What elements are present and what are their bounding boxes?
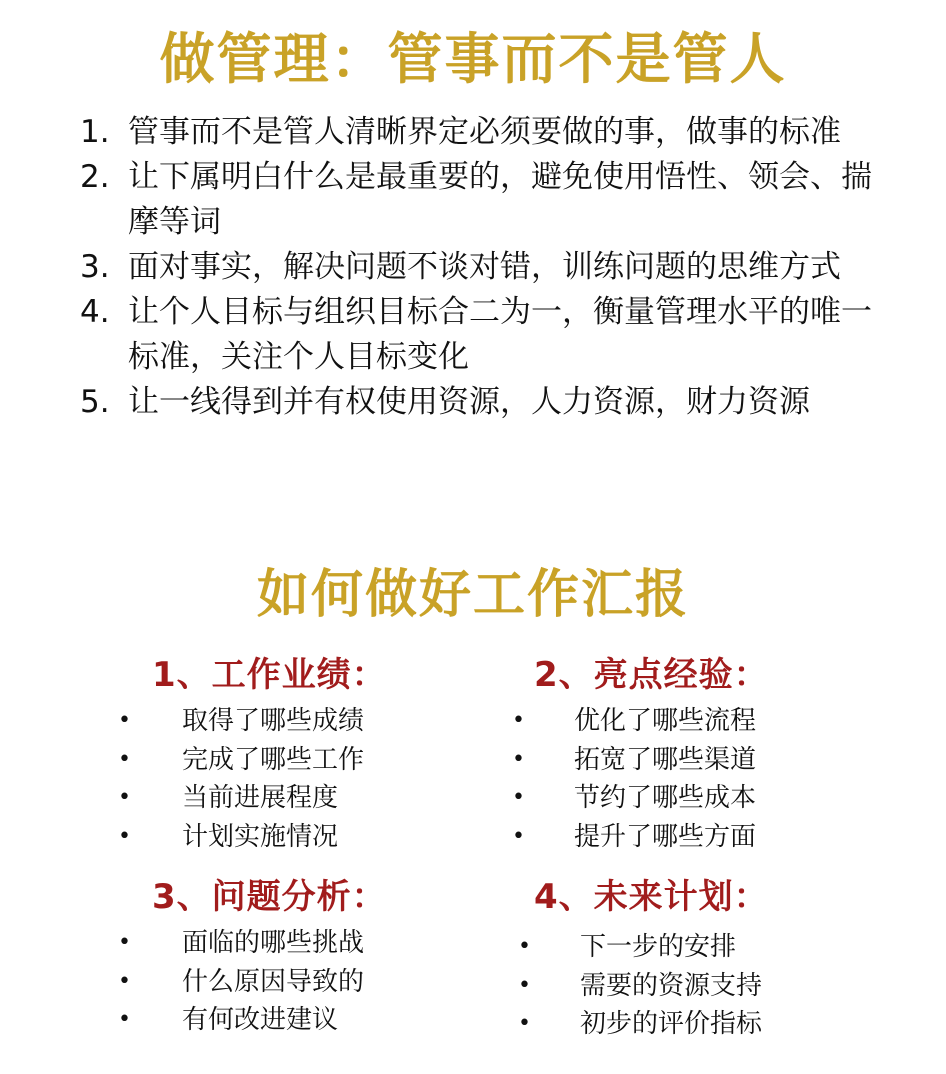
section-heading: 1、工作业绩：: [152, 655, 387, 695]
list-item-text: 节约了哪些成本: [574, 783, 757, 813]
list-item-text: 面临的哪些挑战: [182, 928, 365, 958]
list-item: [518, 1005, 898, 1044]
bullet-icon: •: [518, 972, 531, 998]
bullet-list: [518, 928, 898, 1044]
principles-list: [80, 110, 900, 425]
page-title: 做管理：管事而不是管人: [159, 27, 787, 91]
section-heading: 2、亮点经验：: [534, 655, 769, 695]
bullet-icon: •: [518, 1011, 531, 1036]
bullet-icon: •: [118, 968, 131, 994]
principle-item: [80, 380, 900, 425]
bullet-icon: •: [512, 708, 525, 733]
bullet-icon: •: [118, 930, 131, 955]
list-item: [118, 741, 498, 780]
list-item: [118, 779, 498, 818]
bullet-icon: •: [512, 746, 525, 772]
section-heading: 3、问题分析：: [152, 877, 387, 917]
list-item: [518, 967, 898, 1006]
bullet-icon: •: [118, 785, 131, 810]
section-highlight-experience: [512, 652, 892, 856]
list-item-text: 需要的资源支持: [580, 970, 763, 1001]
list-item: [512, 779, 892, 818]
principle-text: 面对事实，解决问题不谈对错，训练问题的思维方式: [128, 249, 841, 285]
principle-item: [80, 290, 900, 380]
list-item-text: 拓宽了哪些渠道: [574, 744, 757, 775]
list-item-text: 取得了哪些成绩: [182, 706, 365, 736]
section-heading: 4、未来计划：: [534, 877, 769, 917]
bullet-icon: •: [118, 823, 131, 849]
list-item-text: 什么原因导致的: [182, 966, 365, 997]
list-item-text: 下一步的安排: [580, 932, 737, 962]
bullet-icon: •: [512, 785, 525, 810]
bullet-icon: •: [118, 708, 131, 733]
principle-text: 让一线得到并有权使用资源，人力资源，财力资源: [128, 384, 810, 420]
bullet-icon: •: [518, 934, 531, 959]
section-future-plan: [518, 874, 898, 1044]
principle-number: 5.: [80, 384, 110, 420]
bullet-icon: •: [118, 746, 131, 772]
list-item: [512, 818, 892, 857]
bullet-list: [118, 924, 498, 1040]
bullet-icon: •: [512, 823, 525, 849]
principle-text: 管事而不是管人清晰界定必须要做的事，做事的标准: [128, 114, 841, 150]
principle-text: 让下属明白什么是最重要的，避免使用悟性、领会、揣摩等词: [128, 159, 872, 240]
bullet-list: [512, 702, 892, 856]
list-item: [118, 818, 498, 857]
principle-number: 4.: [80, 294, 110, 330]
list-item: [118, 924, 498, 963]
list-item-text: 有何改进建议: [182, 1005, 339, 1035]
principle-number: 2.: [80, 159, 110, 195]
principle-item: [80, 155, 900, 245]
principle-number: 3.: [80, 249, 110, 285]
list-item-text: 初步的评价指标: [580, 1009, 763, 1039]
list-item: [512, 741, 892, 780]
principle-text: 让个人目标与组织目标合二为一，衡量管理水平的唯一标准，关注个人目标变化: [128, 294, 872, 375]
bullet-icon: •: [118, 1007, 131, 1032]
list-item-text: 计划实施情况: [182, 821, 339, 852]
list-item-text: 当前进展程度: [182, 783, 339, 813]
bullet-list: [118, 702, 498, 856]
list-item: [512, 702, 892, 741]
list-item-text: 完成了哪些工作: [182, 744, 365, 775]
list-item-text: 优化了哪些流程: [574, 706, 757, 736]
list-item: [118, 702, 498, 741]
section-problem-analysis: [118, 874, 498, 1040]
list-item: [118, 963, 498, 1002]
principle-item: [80, 110, 900, 155]
section-title-work-report: 如何做好工作汇报: [256, 565, 689, 625]
list-item: [118, 1001, 498, 1040]
principle-item: [80, 245, 900, 290]
principle-number: 1.: [80, 114, 110, 150]
list-item: [518, 928, 898, 967]
list-item-text: 提升了哪些方面: [574, 821, 757, 852]
section-work-performance: [118, 652, 498, 856]
